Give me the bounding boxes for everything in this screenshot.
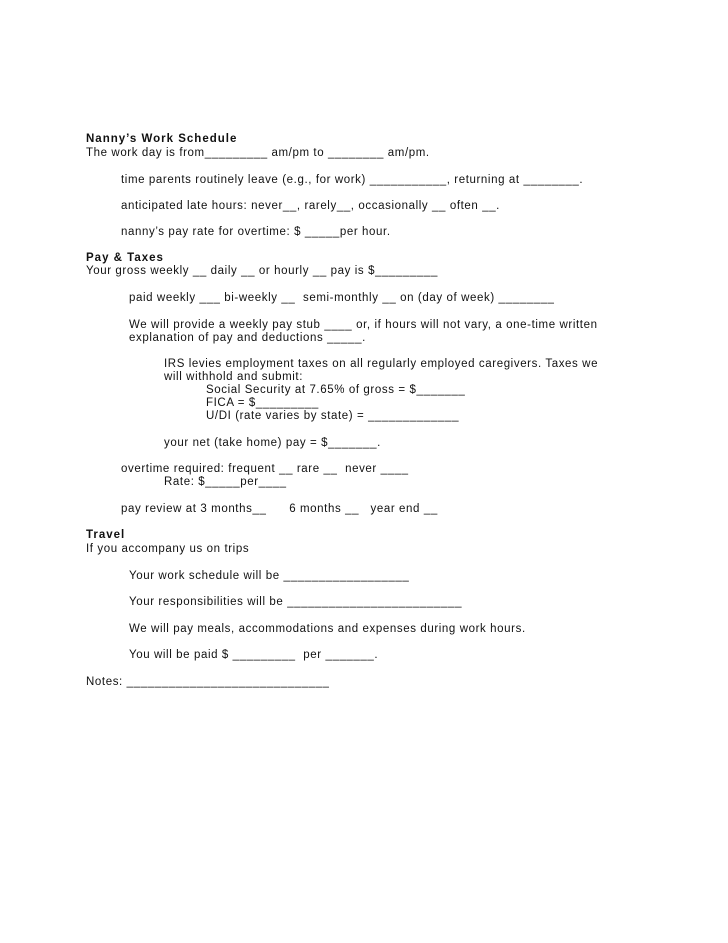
notes-line: Notes: _____________________________ bbox=[86, 676, 330, 688]
irs-line-1: IRS levies employment taxes on all regularly employed caregivers. Taxes we bbox=[164, 358, 599, 370]
irs-line-2: will withhold and submit: bbox=[164, 371, 304, 383]
work-day-line: The work day is from_________ am/pm to ________ am/pm. bbox=[86, 147, 430, 159]
overtime-rate-detail: Rate: $_____per____ bbox=[164, 476, 287, 488]
travel-paid-line: You will be paid $ _________ per _______. bbox=[129, 649, 379, 661]
travel-heading: Travel bbox=[86, 529, 126, 541]
late-hours-line: anticipated late hours: never__, rarely__, occasionally __ often __. bbox=[121, 200, 500, 212]
overtime-rate-line: nanny’s pay rate for overtime: $ _____per hour. bbox=[121, 226, 391, 238]
overtime-required-line: overtime required: frequent __ rare __ never ____ bbox=[121, 463, 409, 475]
parents-leave-line: time parents routinely leave (e.g., for work) ___________, returning at ________. bbox=[121, 174, 584, 186]
fica-line: FICA = $_________ bbox=[206, 397, 319, 409]
pay-stub-line-2: explanation of pay and deductions _____. bbox=[129, 332, 366, 344]
social-security-line: Social Security at 7.65% of gross = $_______ bbox=[206, 384, 466, 396]
pay-heading: Pay & Taxes bbox=[86, 252, 164, 264]
pay-review-line: pay review at 3 months__ 6 months __ year end __ bbox=[121, 503, 438, 515]
gross-pay-line: Your gross weekly __ daily __ or hourly __ pay is $_________ bbox=[86, 265, 439, 277]
udi-line: U/DI (rate varies by state) = _____________ bbox=[206, 410, 460, 422]
travel-schedule-line: Your work schedule will be __________________ bbox=[129, 570, 410, 582]
net-pay-line: your net (take home) pay = $_______. bbox=[164, 437, 381, 449]
travel-intro: If you accompany us on trips bbox=[86, 543, 250, 555]
pay-stub-line-1: We will provide a weekly pay stub ____ or, if hours will not vary, a one-time written bbox=[129, 319, 598, 331]
pay-frequency-line: paid weekly ___ bi-weekly __ semi-monthly __ on (day of week) ________ bbox=[129, 292, 555, 304]
travel-responsibilities-line: Your responsibilities will be _________________________ bbox=[129, 596, 463, 608]
travel-expenses-line: We will pay meals, accommodations and expenses during work hours. bbox=[129, 623, 526, 635]
schedule-heading: Nanny’s Work Schedule bbox=[86, 133, 238, 145]
